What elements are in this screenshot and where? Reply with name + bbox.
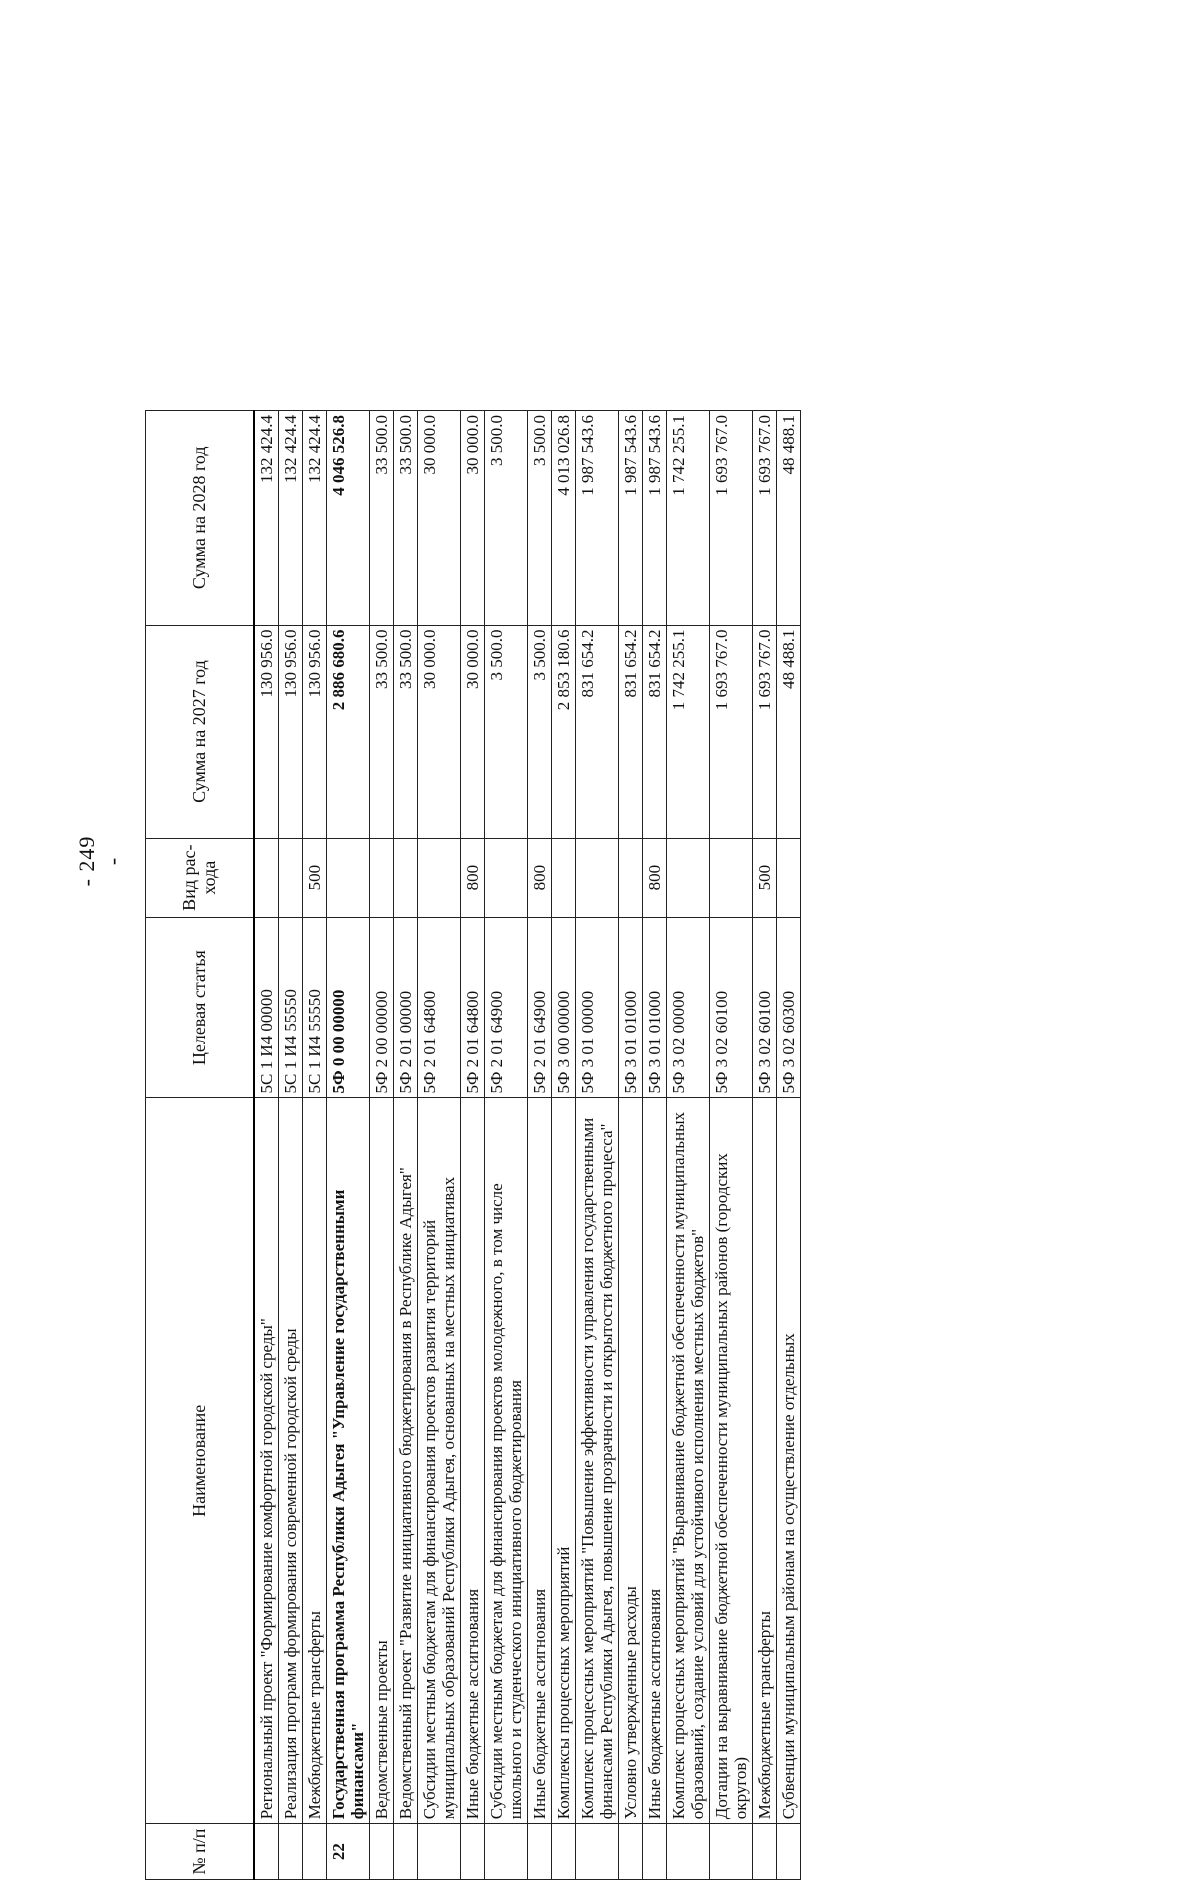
row-expense-kind-cell [278, 838, 302, 917]
row-sum-2027-cell: 2 853 180.6 [551, 625, 575, 838]
row-sum-2028-cell: 132 424.4 [302, 411, 326, 626]
row-num-cell [484, 1824, 527, 1880]
row-name-cell: Межбюджетные трансферты [302, 1098, 326, 1824]
header-num: № п/п [146, 1824, 254, 1880]
row-expense-kind-cell [393, 838, 417, 917]
row-num-cell [575, 1824, 618, 1880]
row-sum-2027-cell: 1 742 255.1 [667, 625, 710, 838]
table-row [254, 411, 279, 1880]
table-row [326, 411, 369, 1880]
budget-table-container [145, 410, 1065, 1880]
table-header-row [146, 411, 254, 1880]
row-target-article-cell: 5Ф 2 01 64800 [417, 917, 460, 1098]
row-num-cell [777, 1824, 801, 1880]
row-target-article-cell: 5Ф 2 01 00000 [393, 917, 417, 1098]
row-sum-2027-cell: 1 693 767.0 [753, 625, 777, 838]
row-sum-2028-cell: 4 013 026.8 [551, 411, 575, 626]
row-target-article-cell: 5Ф 2 01 64800 [460, 917, 484, 1098]
row-sum-2028-cell: 1 693 767.0 [753, 411, 777, 626]
row-num-cell [417, 1824, 460, 1880]
row-expense-kind-cell [551, 838, 575, 917]
table-row [484, 411, 527, 1880]
row-num-cell [302, 1824, 326, 1880]
row-sum-2028-cell: 1 987 543.6 [575, 411, 618, 626]
row-sum-2027-cell: 1 693 767.0 [710, 625, 753, 838]
row-sum-2028-cell: 33 500.0 [369, 411, 393, 626]
row-name-cell: Комплекс процессных мероприятий "Выравнивание бюджетной обеспеченности муниципальных образований, создание условий для устойчивого исполнения местных бюджетов" [667, 1098, 710, 1824]
row-target-article-cell: 5Ф 3 02 60100 [753, 917, 777, 1098]
table-row [667, 411, 710, 1880]
row-name-cell: Субсидии местным бюджетам для финансирования проектов молодежного, в том числе школьного и студенческого инициативного бюджетирования [484, 1098, 527, 1824]
table-body [254, 411, 801, 1880]
row-expense-kind-cell [619, 838, 643, 917]
row-target-article-cell: 5Ф 3 00 00000 [551, 917, 575, 1098]
row-sum-2028-cell: 1 693 767.0 [710, 411, 753, 626]
row-target-article-cell: 5Ф 3 01 01000 [643, 917, 667, 1098]
row-expense-kind-cell: 800 [527, 838, 551, 917]
row-name-cell: Субсидии местным бюджетам для финансирования проектов развития территорий муниципальных образований Республики Адыгея, основанных на местных инициативах [417, 1098, 460, 1824]
row-num-cell [643, 1824, 667, 1880]
row-sum-2027-cell: 30 000.0 [417, 625, 460, 838]
table-row [302, 411, 326, 1880]
row-name-cell: Реализация программ формирования современной городской среды [278, 1098, 302, 1824]
row-sum-2028-cell: 1 987 543.6 [643, 411, 667, 626]
row-num-cell [369, 1824, 393, 1880]
row-expense-kind-cell [369, 838, 393, 917]
row-sum-2027-cell: 30 000.0 [460, 625, 484, 838]
table-row [369, 411, 393, 1880]
row-name-cell: Ведомственные проекты [369, 1098, 393, 1824]
row-name-cell: Государственная программа Республики Адыгея "Управление государственными финансами" [326, 1098, 369, 1824]
row-name-cell: Межбюджетные трансферты [753, 1098, 777, 1824]
header-expense-kind: Вид рас-хода [146, 838, 254, 917]
row-expense-kind-cell [326, 838, 369, 917]
row-target-article-cell: 5С 1 И4 55550 [278, 917, 302, 1098]
table-row [753, 411, 777, 1880]
row-target-article-cell: 5Ф 2 01 64900 [484, 917, 527, 1098]
table-row [393, 411, 417, 1880]
row-name-cell: Иные бюджетные ассигнования [527, 1098, 551, 1824]
row-expense-kind-cell: 500 [302, 838, 326, 917]
row-target-article-cell: 5Ф 2 01 64900 [527, 917, 551, 1098]
row-sum-2027-cell: 33 500.0 [393, 625, 417, 838]
row-sum-2027-cell: 3 500.0 [527, 625, 551, 838]
row-sum-2028-cell: 1 742 255.1 [667, 411, 710, 626]
row-sum-2027-cell: 2 886 680.6 [326, 625, 369, 838]
header-sum-2027: Сумма на 2027 год [146, 625, 254, 838]
row-sum-2028-cell: 1 987 543.6 [619, 411, 643, 626]
row-num-cell [254, 1824, 279, 1880]
table-row [527, 411, 551, 1880]
row-expense-kind-cell: 500 [753, 838, 777, 917]
row-name-cell: Условно утвержденные расходы [619, 1098, 643, 1824]
row-sum-2028-cell: 3 500.0 [484, 411, 527, 626]
row-num-cell [551, 1824, 575, 1880]
row-num-cell [619, 1824, 643, 1880]
row-target-article-cell: 5Ф 3 01 01000 [619, 917, 643, 1098]
row-expense-kind-cell [575, 838, 618, 917]
row-num-cell [527, 1824, 551, 1880]
row-target-article-cell: 5Ф 0 00 00000 [326, 917, 369, 1098]
row-num-cell: 22 [326, 1824, 369, 1880]
row-expense-kind-cell: 800 [460, 838, 484, 917]
row-target-article-cell: 5Ф 3 02 60100 [710, 917, 753, 1098]
table-row [710, 411, 753, 1880]
row-num-cell [278, 1824, 302, 1880]
row-expense-kind-cell [777, 838, 801, 917]
row-sum-2027-cell: 130 956.0 [302, 625, 326, 838]
row-sum-2028-cell: 33 500.0 [393, 411, 417, 626]
table-row [278, 411, 302, 1880]
row-expense-kind-cell [254, 838, 279, 917]
row-num-cell [710, 1824, 753, 1880]
row-name-cell: Иные бюджетные ассигнования [460, 1098, 484, 1824]
row-target-article-cell: 5Ф 3 02 00000 [667, 917, 710, 1098]
row-name-cell: Ведомственный проект "Развитие инициативного бюджетирования в Республике Адыгея" [393, 1098, 417, 1824]
header-sum-2028: Сумма на 2028 год [146, 411, 254, 626]
row-target-article-cell: 5С 1 И4 55550 [302, 917, 326, 1098]
row-name-cell: Комплекс процессных мероприятий "Повышение эффективности управления государственными финансами Республики Адыгея, повышение прозрачности и открытости бюджетного процесса" [575, 1098, 618, 1824]
row-sum-2027-cell: 831 654.2 [643, 625, 667, 838]
row-sum-2027-cell: 3 500.0 [484, 625, 527, 838]
table-row [551, 411, 575, 1880]
row-sum-2028-cell: 30 000.0 [417, 411, 460, 626]
row-sum-2028-cell: 132 424.4 [254, 411, 279, 626]
table-row [575, 411, 618, 1880]
row-sum-2028-cell: 132 424.4 [278, 411, 302, 626]
row-name-cell: Региональный проект "Формирование комфортной городской среды" [254, 1098, 279, 1824]
budget-table [145, 410, 801, 1880]
row-expense-kind-cell: 800 [643, 838, 667, 917]
table-row [777, 411, 801, 1880]
row-sum-2027-cell: 831 654.2 [619, 625, 643, 838]
header-name: Наименование [146, 1098, 254, 1824]
row-sum-2028-cell: 30 000.0 [460, 411, 484, 626]
row-num-cell [460, 1824, 484, 1880]
row-target-article-cell: 5Ф 3 01 00000 [575, 917, 618, 1098]
row-num-cell [667, 1824, 710, 1880]
table-row [619, 411, 643, 1880]
row-sum-2027-cell: 130 956.0 [254, 625, 279, 838]
row-num-cell [753, 1824, 777, 1880]
row-sum-2028-cell: 4 046 526.8 [326, 411, 369, 626]
row-sum-2027-cell: 831 654.2 [575, 625, 618, 838]
row-num-cell [393, 1824, 417, 1880]
row-sum-2027-cell: 130 956.0 [278, 625, 302, 838]
row-name-cell: Дотации на выравнивание бюджетной обеспеченности муниципальных районов (городских округов) [710, 1098, 753, 1824]
row-expense-kind-cell [710, 838, 753, 917]
table-row [460, 411, 484, 1880]
row-sum-2028-cell: 3 500.0 [527, 411, 551, 626]
table-row [643, 411, 667, 1880]
page-number: - 249 - [74, 835, 125, 887]
header-target-article: Целевая статья [146, 917, 254, 1098]
row-target-article-cell: 5С 1 И4 00000 [254, 917, 279, 1098]
row-target-article-cell: 5Ф 3 02 60300 [777, 917, 801, 1098]
row-name-cell: Субвенции муниципальным районам на осуществление отдельных [777, 1098, 801, 1824]
table-row [417, 411, 460, 1880]
row-expense-kind-cell [484, 838, 527, 917]
row-name-cell: Иные бюджетные ассигнования [643, 1098, 667, 1824]
row-expense-kind-cell [417, 838, 460, 917]
row-sum-2028-cell: 48 488.1 [777, 411, 801, 626]
row-sum-2027-cell: 33 500.0 [369, 625, 393, 838]
row-target-article-cell: 5Ф 2 00 00000 [369, 917, 393, 1098]
row-name-cell: Комплексы процессных мероприятий [551, 1098, 575, 1824]
row-expense-kind-cell [667, 838, 710, 917]
row-sum-2027-cell: 48 488.1 [777, 625, 801, 838]
